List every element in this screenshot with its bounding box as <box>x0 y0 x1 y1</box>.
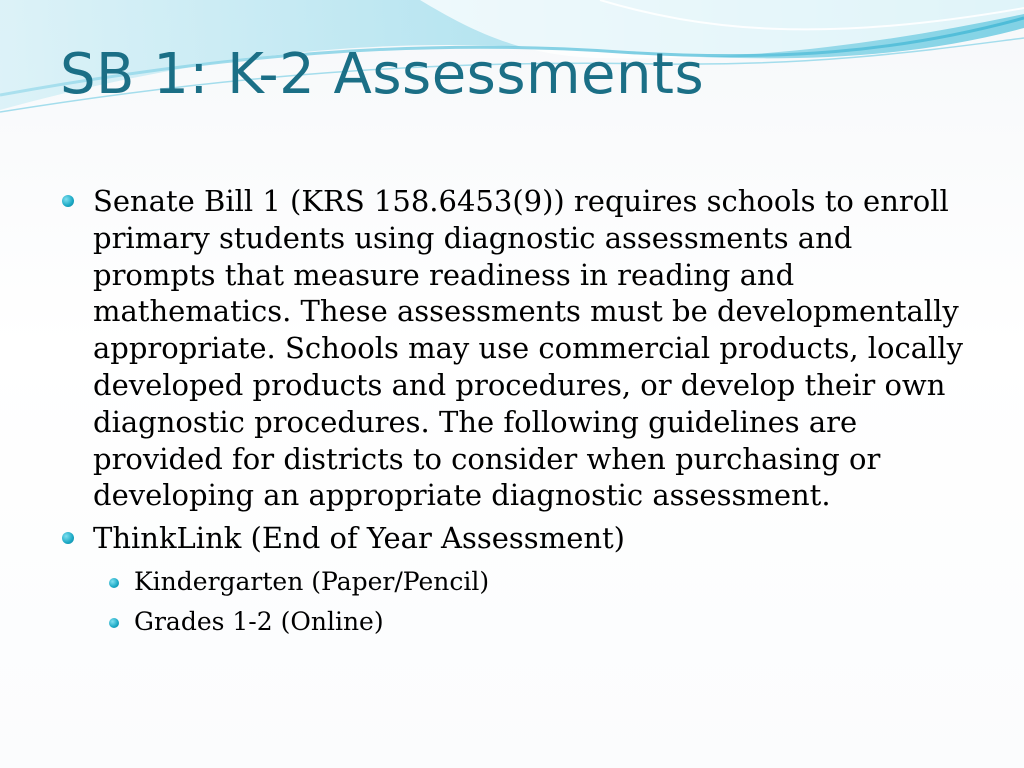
bullet-text: Senate Bill 1 (KRS 158.6453(9)) requires schools to enroll primary students using diagnostic assessments and prompts that measure readiness in reading and mathematics. These assessments must be developmentally appropriate. Schools may use commercial products, locally developed products and procedures, or develop their own diagnostic procedures. The following guidelines are provided for districts to consider when purchasing or developing an appropriate diagnostic assessment. <box>93 184 963 513</box>
bullet-text: ThinkLink (End of Year Assessment) <box>93 521 625 556</box>
sub-bullet-text: Kindergarten (Paper/Pencil) <box>134 566 490 596</box>
sub-bullet-item <box>62 603 982 641</box>
slide-title: SB 1: K-2 Assessments <box>60 42 705 107</box>
bullet-dot-icon <box>62 532 74 544</box>
sub-bullet-item <box>62 563 982 601</box>
sub-bullet-dot-icon <box>109 618 119 628</box>
sub-bullet-text: Grades 1-2 (Online) <box>134 606 384 636</box>
bullet-dot-icon <box>62 195 74 207</box>
slide-content <box>62 183 982 643</box>
bullet-item <box>62 183 982 514</box>
sub-bullet-dot-icon <box>109 578 119 588</box>
bullet-item <box>62 520 982 557</box>
